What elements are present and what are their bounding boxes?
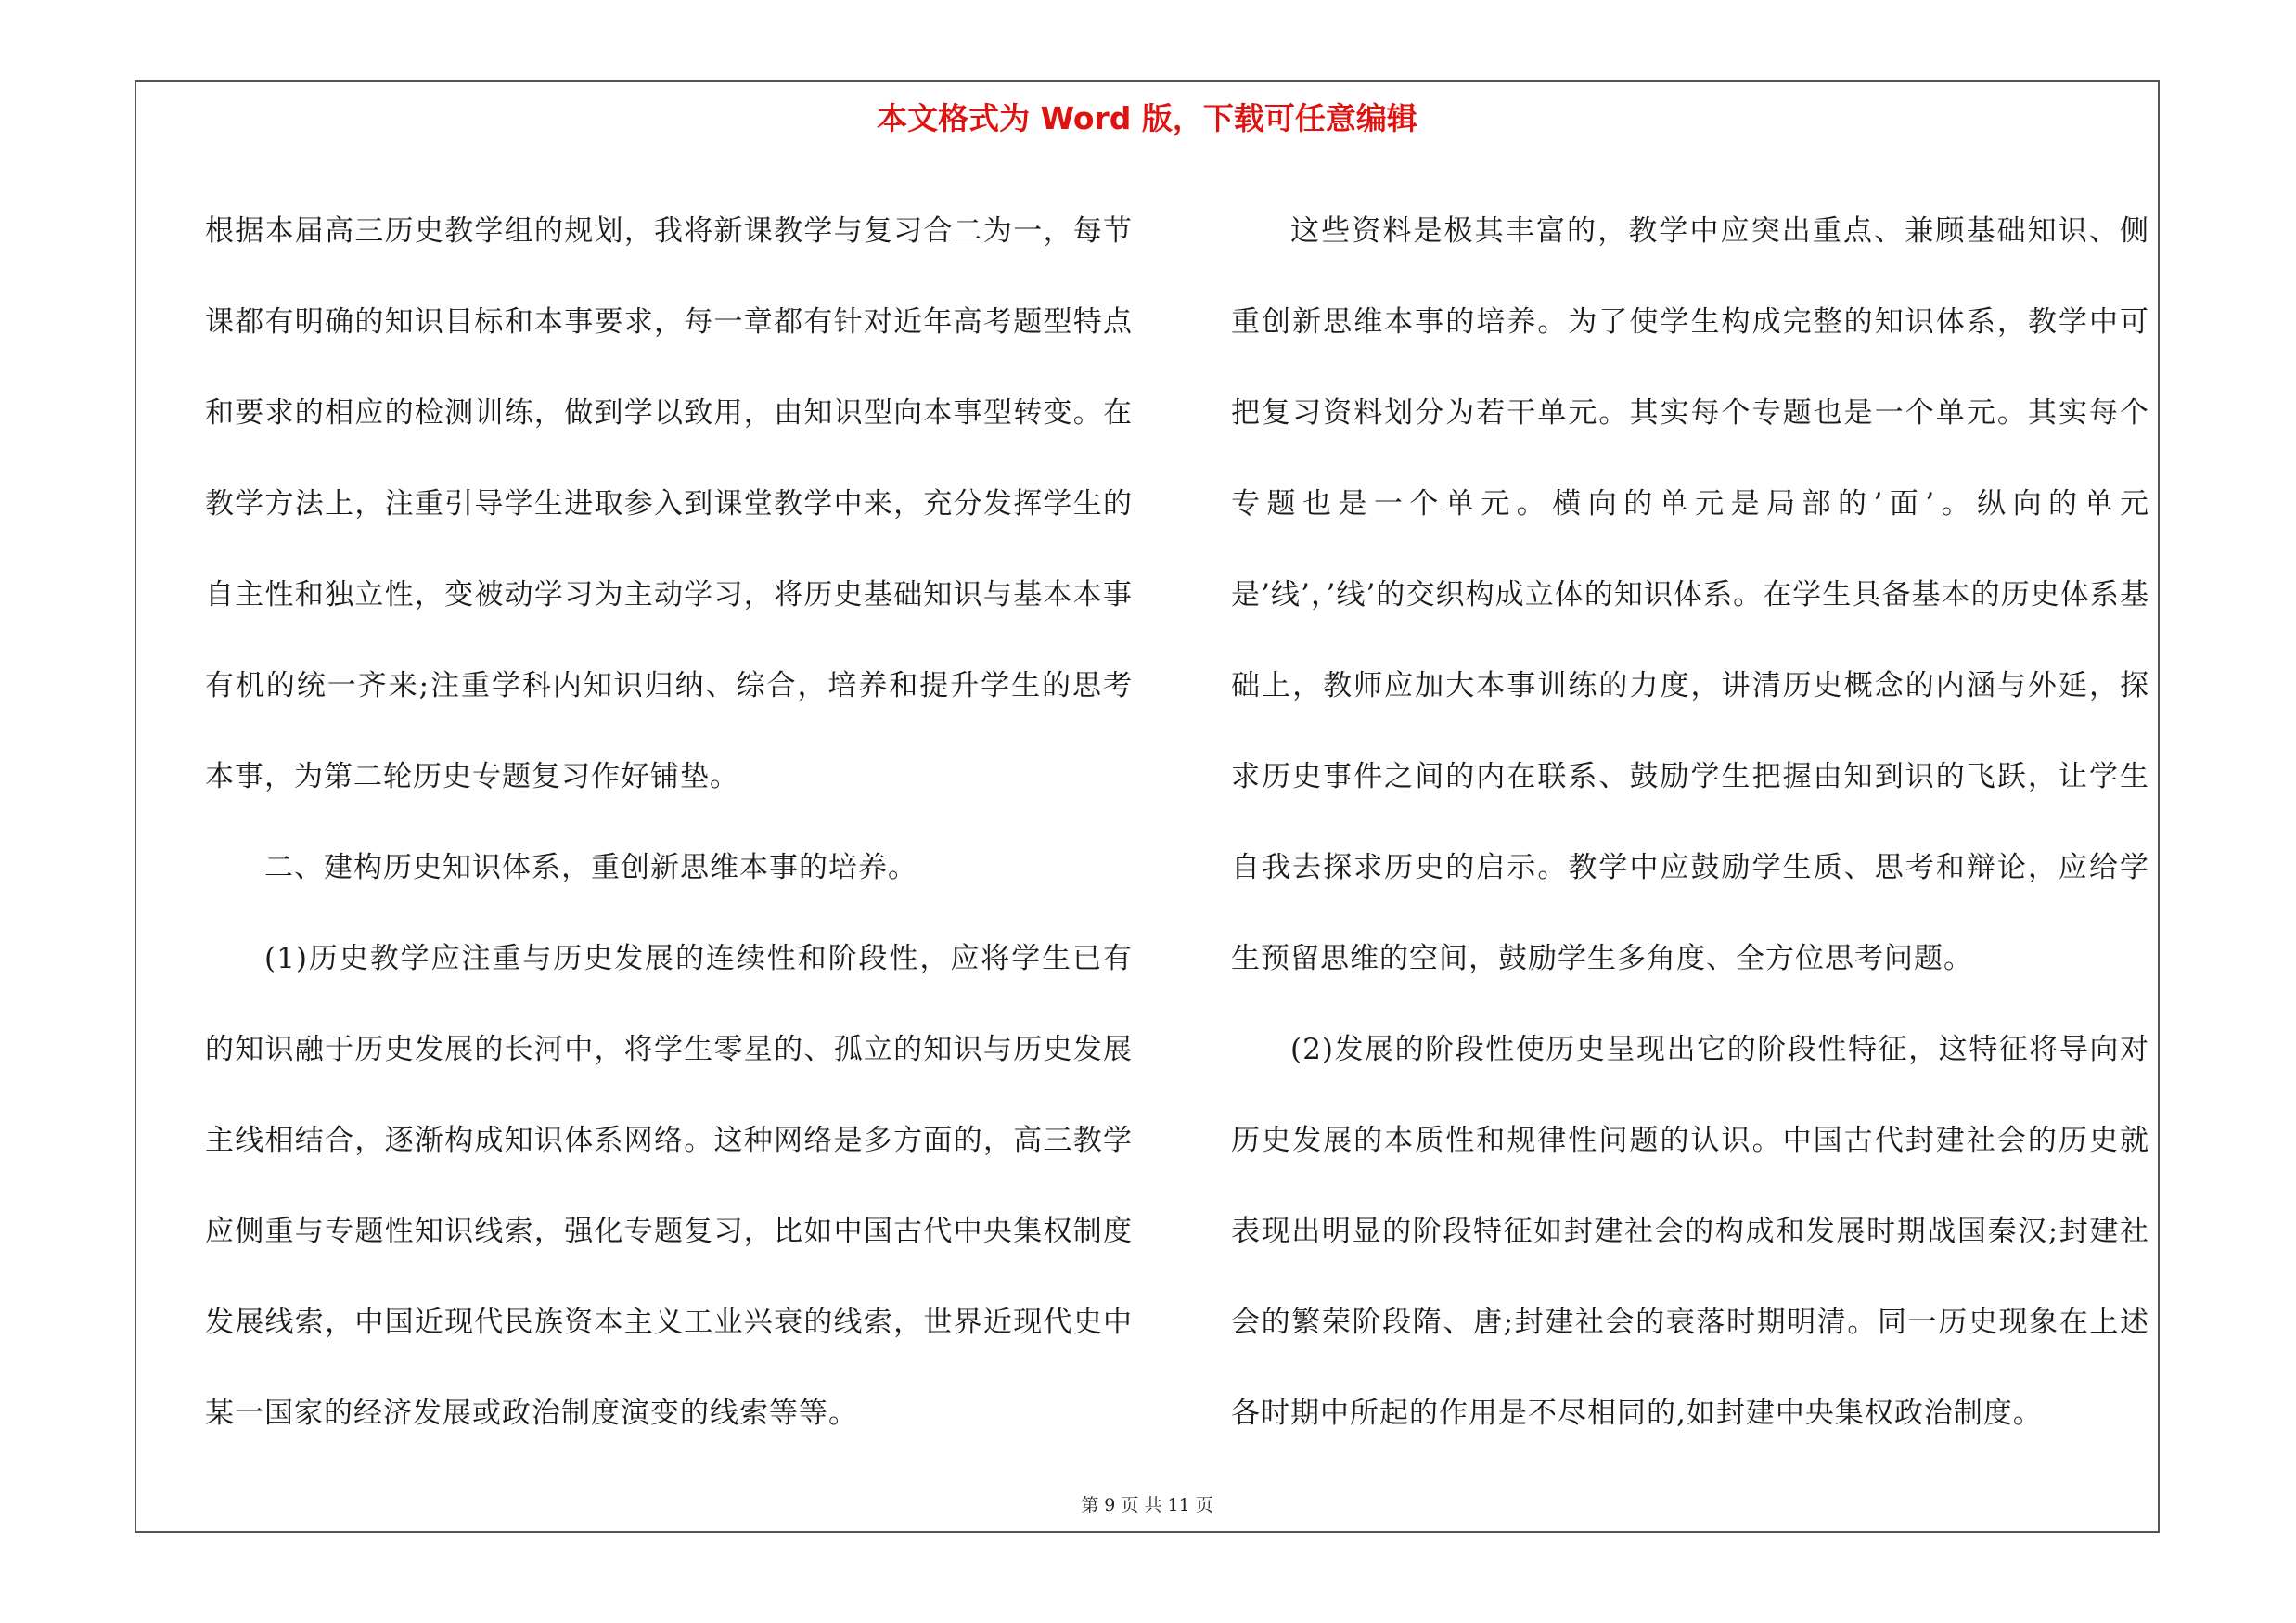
paragraph: 这些资料是极其丰富的，教学中应突出重点、兼顾基础知识、侧重创新思维本事的培养。为了使学生构成完整的知识体系，教学中可把复习资料划分为若干单元。其实每个专题也是一个单元。其实每个专题也是一个单元。横向的单元是局部的’面’。纵向的单元是’线’，’线’的交织构成立体的知识体系。在学生具备基本的历史体系基础上，教师应加大本事训练的力度，讲清历史概念的内涵与外延，探求历史事件之间的内在联系、鼓励学生把握由知到识的飞跃，让学生自我去探求历史的启示。教学中应鼓励学生质、思考和辩论，应给学生预留思维的空间，鼓励学生多角度、全方位思考问题。 — [1231, 214, 2149, 975]
section-heading: 二、建构历史知识体系，重创新思维本事的培养。 — [264, 851, 917, 884]
paragraph: (2)发展的阶段性使历史呈现出它的阶段性特征，这特征将导向对历史发展的本质性和规律性问题的认识。中国古代封建社会的历史就表现出明显的阶段特征如封建社会的构成和发展时期战国秦汉;封建社会的繁荣阶段隋、唐;封建社会的衰落时期明清。同一历史现象在上述各时期中所起的作用是不尽相同的,如封建中央集权政治制度。 — [1231, 1033, 2149, 1430]
left-column — [205, 186, 1133, 1459]
page-number: 第 9 页 共 11 页 — [1081, 1495, 1213, 1515]
paragraph: 根据本届高三历史教学组的规划，我将新课教学与复习合二为一，每节课都有明确的知识目标和本事要求，每一章都有针对近年高考题型特点和要求的相应的检测训练，做到学以致用，由知识型向本事型转变。在教学方法上，注重引导学生进取参入到课堂教学中来，充分发挥学生的自主性和独立性，变被动学习为主动学习，将历史基础知识与基本本事有机的统一齐来;注重学科内知识归纳、综合，培养和提升学生的思考本事，为第二轮历史专题复习作好铺垫。 — [205, 214, 1133, 793]
right-column — [1231, 186, 2149, 1459]
document-page — [135, 80, 2160, 1533]
header-banner: 本文格式为 Word 版，下载可任意编辑 — [877, 100, 1417, 136]
paragraph: (1)历史教学应注重与历史发展的连续性和阶段性，应将学生已有的知识融于历史发展的长河中，将学生零星的、孤立的知识与历史发展主线相结合，逐渐构成知识体系网络。这种网络是多方面的，高三教学应侧重与专题性知识线索，强化专题复习，比如中国古代中央集权制度发展线索，中国近现代民族资本主义工业兴衰的线索，世界近现代史中某一国家的经济发展或政治制度演变的线索等等。 — [205, 942, 1133, 1430]
